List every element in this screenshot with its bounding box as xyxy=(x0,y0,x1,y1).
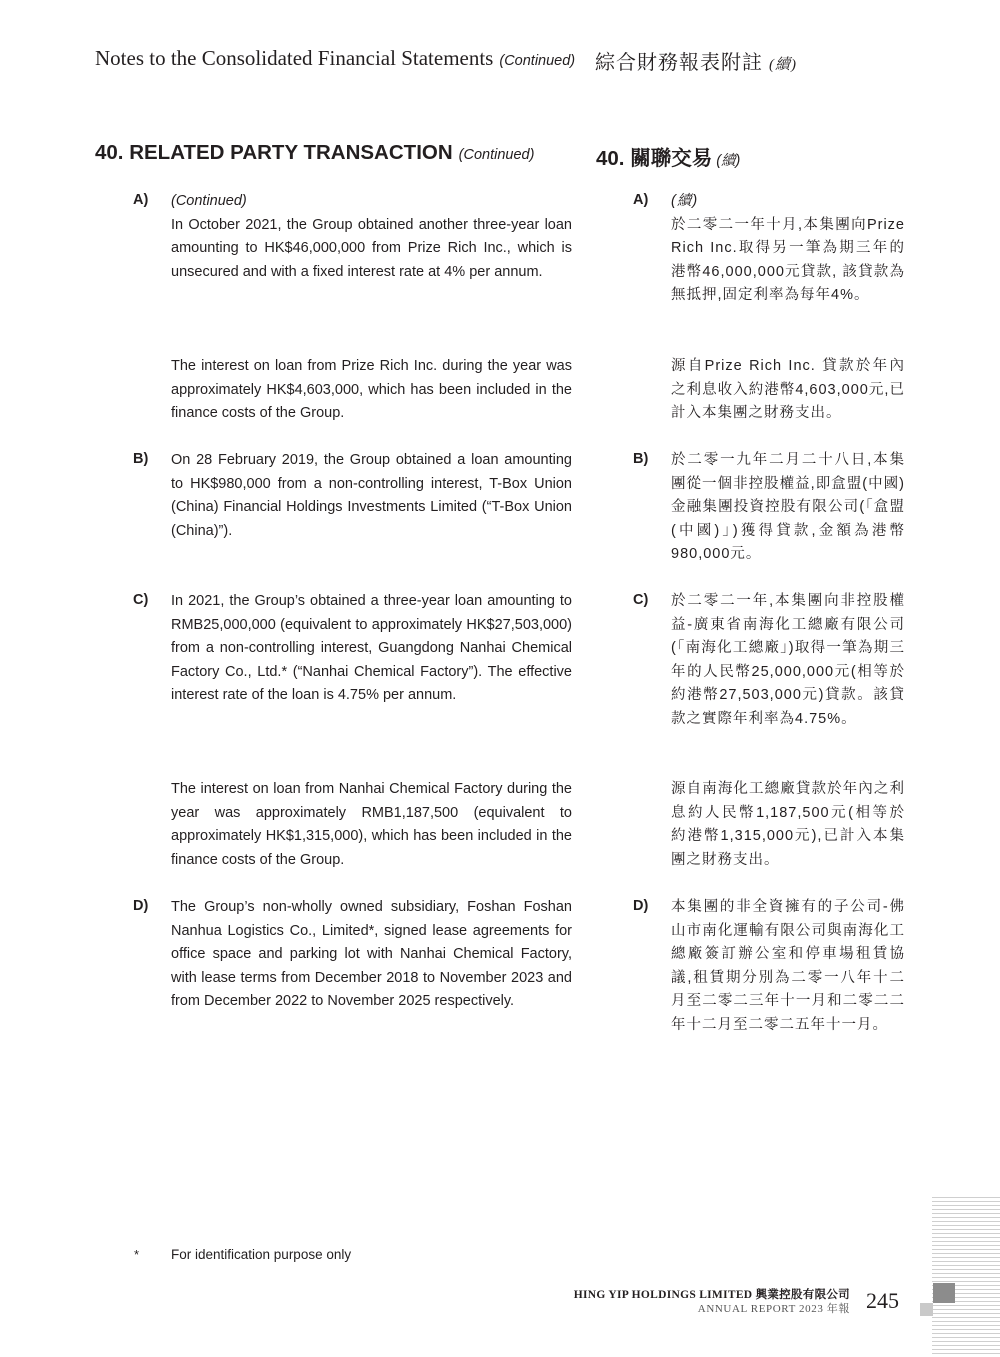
section-continued-zh: (續) xyxy=(716,153,741,169)
footnote-text: For identification purpose only xyxy=(171,1247,352,1262)
decorative-square-light xyxy=(920,1303,933,1316)
item-d-label-en: D) xyxy=(133,898,149,914)
item-a-para1-en xyxy=(171,190,572,284)
running-header xyxy=(95,46,815,80)
item-d-para1-en: The Group’s non-wholly owned subsidiary, Foshan Foshan Nanhua Logistics Co., Limited*, signed lease agreements for office space and parking lot with Nanhai Chemical Factory, with lease terms from December 2018 to November 2023 and from December 2022 to November 2025 respectively. xyxy=(171,899,572,1009)
section-continued-en: (Continued) xyxy=(458,147,535,163)
item-a-text-en: In October 2021, the Group obtained another three-year loan amounting to HK$46,000,000 from Prize Rich Inc., which is unsecured and with a fixed interest rate at 4% per annum. xyxy=(171,216,572,280)
header-continued-en: (Continued) xyxy=(499,53,576,69)
item-c-para1-zh: 於二零二一年,本集團向非控股權益-廣東省南海化工總廠有限公司(「南海化工總廠」)取得一筆為期三年的人民幣25,000,000元(相等於約港幣27,503,000元)貸款。該貸款之實際年利率為4.75%。 xyxy=(671,593,905,727)
item-a-para2-en: The interest on loan from Prize Rich Inc. during the year was approximately HK$4,603,000, which has been included in the finance costs of the Group. xyxy=(171,358,572,421)
header-continued-zh: (續) xyxy=(769,57,797,73)
item-c-label-zh: C) xyxy=(633,592,649,608)
item-b-label-en: B) xyxy=(133,451,149,467)
header-title-zh-group xyxy=(595,46,797,75)
item-c-para2-zh: 源自南海化工總廠貸款於年內之利息約人民幣1,187,500元(相等於約港幣1,315,000元),已計入本集團之財務支出。 xyxy=(671,781,905,868)
item-a-label-en: A) xyxy=(133,192,149,208)
item-c-para1-en: In 2021, the Group’s obtained a three-year loan amounting to RMB25,000,000 (equivalent to approximately HK$27,503,000) from a non-controlling interest, Guangdong Nanhai Chemical Factory Co., Ltd.* (“Nanhai Chemical Factory”). The effective interest rate of the loan is 4.75% per annum. xyxy=(171,593,572,703)
footnote-mark: * xyxy=(134,1247,140,1262)
item-a-text-zh: 於二零二一年十月,本集團向Prize Rich Inc.取得另一筆為期三年的港幣46,000,000元貸款, 該貸款為無抵押,固定利率為每年4%。 xyxy=(671,216,905,303)
header-title-zh: 綜合財務報表附註 xyxy=(595,52,763,74)
page-number: 245 xyxy=(866,1288,899,1313)
item-b-para1-zh: 於二零一九年二月二十八日,本集團從一個非控股權益,即盒盟(中國)金融集團投資控股有限公司(「盒盟(中國)」)獲得貸款,金額為港幣980,000元。 xyxy=(671,452,905,562)
section-title-zh-text: 40. 關聯交易 xyxy=(596,147,713,170)
item-a-para2-zh: 源自Prize Rich Inc. 貸款於年內之利息收入約港幣4,603,000元,已計入本集團之財務支出。 xyxy=(671,358,905,421)
item-c-label-en: C) xyxy=(133,592,149,608)
section-title-en xyxy=(95,141,534,165)
item-a-label-zh: A) xyxy=(633,192,649,208)
item-a-continued-zh: (續) xyxy=(671,193,699,209)
section-title-en-text: 40. RELATED PARTY TRANSACTION xyxy=(95,141,453,164)
footer-company: HING YIP HOLDINGS LIMITED 興業控股有限公司 xyxy=(573,1289,850,1301)
section-title-zh xyxy=(596,141,740,171)
item-a-para1-zh xyxy=(671,190,905,308)
item-d-para1-zh: 本集團的非全資擁有的子公司-佛山市南化運輸有限公司與南海化工總廠簽訂辦公室和停車場租賃協議,租賃期分別為二零一八年十二月至二零二三年十一月和二零二二年十二月至二零二五年十一月。 xyxy=(671,899,905,1033)
item-a-continued-en: (Continued) xyxy=(171,193,247,209)
item-d-label-zh: D) xyxy=(633,898,649,914)
footer-report: ANNUAL REPORT 2023 年報 xyxy=(697,1303,850,1315)
item-b-para1-en: On 28 February 2019, the Group obtained a loan amounting to HK$980,000 from a non-controlling interest, T-Box Union (China) Financial Holdings Investments Limited (“T-Box Union (China)”). xyxy=(171,452,572,539)
item-b-label-zh: B) xyxy=(633,451,649,467)
decorative-stripes xyxy=(932,1197,1000,1357)
decorative-square-dark xyxy=(933,1283,955,1303)
header-title-en: Notes to the Consolidated Financial Statements xyxy=(95,46,494,70)
item-c-para2-en: The interest on loan from Nanhai Chemical Factory during the year was approximately RMB1,187,500 (equivalent to approximately HK$1,315,000), which has been included in the finance costs of the Group. xyxy=(171,781,572,868)
